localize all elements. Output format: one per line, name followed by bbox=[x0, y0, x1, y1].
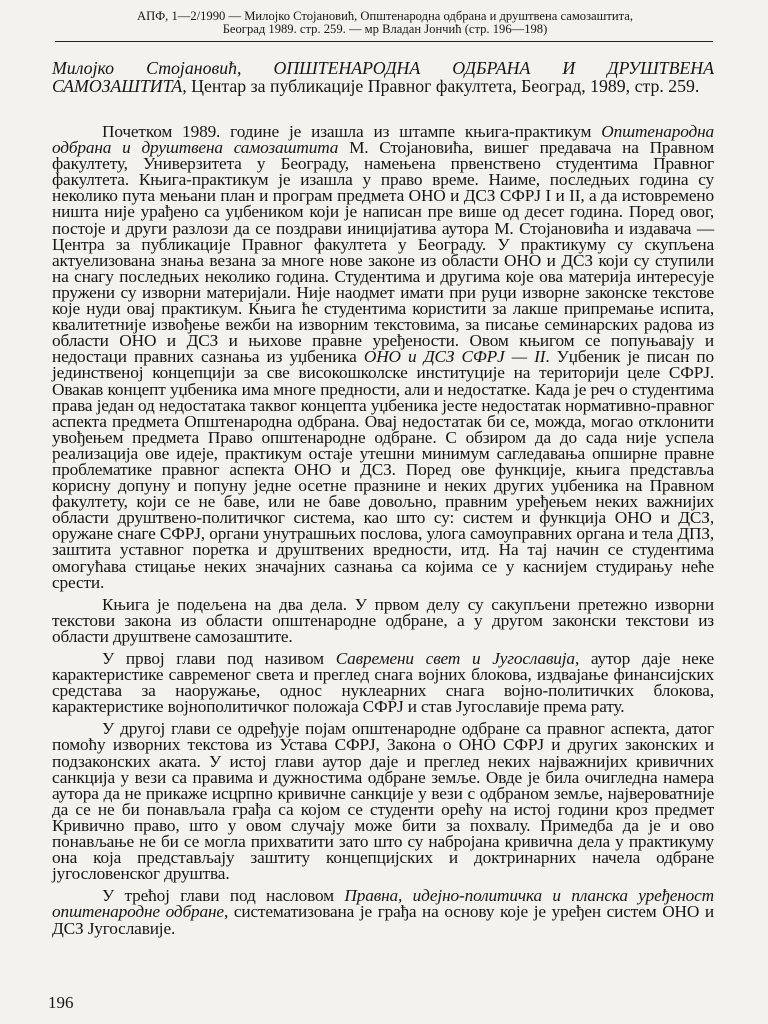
body-paragraph bbox=[52, 651, 714, 715]
review-book-title: ОПШТЕНАРОДНА ОДБРАНА И ДРУШТВЕНА САМОЗАШТИТА, bbox=[52, 58, 715, 96]
review-author: Милојко Стојановић, bbox=[52, 58, 242, 78]
running-header-line-1: АПФ, 1—2/1990 — Милојко Стојановић, Општенародна одбрана и друштвена самозаштита, bbox=[137, 9, 633, 23]
paragraph-text: М. Стојановића, вишег предавача на Правном факултету, Универзитета у Београду, намењена првенствено студентима Правног факултета. Књига-практикум је изашла у право време. Наиме, последњих година су неколико пута мењани план и програм предмета ОНО и ДСЗ СФРЈ I и II, а да истовремено ништа није урађено са уџбеником који је написан пре више од десет година. Поред овог, постоје и други разлози да се поздрави иницијатива аутора М. Стојановића и издавача — Центра за публикације Правног факултета у Београду. У практикуму су скупљена актуелизована знања везана за многе нове законе из области ОНО и ДСЗ који су ступили на снагу последњих неколико година. Студентима и другима које ова материја интересује пружени су изворни материјали. Није наодмет имати при руци изворне законске текстове које нуди овај практикум. Књига ће студентима користити за лакше припремање испита, квалитетније извођење вежби на изворним текстовима, за писање семинарских радова из области ОНО и ДСЗ и њихове правне уређености. Овом књигом се попуњавају и недостаци правних сазнања из уџбеника bbox=[52, 138, 714, 367]
italic-title-reference: ОНО и ДСЗ СФРЈ — II bbox=[363, 347, 546, 367]
paragraph-text: У првој глави под називом bbox=[102, 649, 336, 668]
body-paragraph bbox=[52, 594, 714, 646]
italic-title-reference: Савремени свет и Југославија bbox=[335, 649, 575, 668]
review-publisher: Центар за публикације Правног факултета, Београд, 1989, стр. 259. bbox=[191, 75, 700, 96]
body-paragraph bbox=[52, 721, 714, 882]
paragraph-text: У трећој глави под насловом bbox=[102, 886, 345, 906]
paragraph-text: , систематизована је грађа на основу које је уређен систем ОНО и ДСЗ Југославије. bbox=[52, 902, 714, 938]
paragraph-text: Почетком 1989. године је изашла из штампе књига-практикум bbox=[102, 122, 602, 141]
italic-title-reference: Општенародна одбрана и друштвена самозаштита bbox=[52, 122, 714, 158]
body-paragraph bbox=[52, 124, 714, 591]
page-number: 196 bbox=[48, 993, 74, 1012]
paragraph-text: . Уџбеник је писан по јединственој концепцији за све високошколске институције на територији целе СФРЈ. Овакав концепт уџбеника има многе предности, али и недостатке. Када је реч о студентима права један од недостатака таквог концепта уџбеника јесте недостатак нормативно-правног аспекта предмета Општенародна одбрана. Овај недостатак би се, можда, могао отклонити увођењем предмета Право општенародне одбране. С обзиром да до сада није успела реализација ове идеје, практикум остаје утешни минимум сагледавања опширне правне проблематике правног аспекта ОНО и ДСЗ. Поред ове функције, књига представља корисну допуну и попуну једне осетне празнине и неких других уџбеника на Правном факултету, који се не баве, или не баве довољно, правним уређењем неких важнијих области друштвено-политичког система, као што су: систем и функција ОНО и ДСЗ, оружане снаге СФРЈ, органи унутрашњих послова, улога самоуправних органа и тела ДПЗ, заштита уставног поретка и друштвених вредности, итд. На тај начин се студентима омогућава стицање неких значајних сазнања са којима се у каснијем студирању неће срести. bbox=[52, 347, 715, 592]
paragraph-text: Књига је подељена на два дела. У првом делу су сакупљени претежно изворни текстови закона из области општенародне одбране, а у другом законски текстови из области друштвене самозаштите. bbox=[52, 594, 714, 646]
review-heading bbox=[52, 60, 714, 95]
paragraph-text: , аутор даје неке карактеристике савременог света и преглед снага војних блокова, издвајање финансијских средстава за наоружање, однос нуклеарних снага војно-политичких блокова, карактеристике војнополитичког положаја СФРЈ и став Југославије према рату. bbox=[52, 649, 714, 717]
article-body bbox=[52, 124, 714, 943]
running-header bbox=[55, 10, 715, 36]
running-header-line-2: Београд 1989. стр. 259. — мр Владан Јончић (стр. 196—198) bbox=[222, 22, 548, 36]
body-paragraph bbox=[52, 888, 714, 936]
italic-title-reference: Правна, идејно-политичка и планска уређеност општенародне одбране bbox=[52, 886, 715, 922]
header-divider bbox=[55, 41, 713, 42]
paragraph-text: У другој глави се одређује појам општенародне одбране са правног аспекта, датог помоћу изворних текстова из Устава СФРЈ, Закона о ОНО СФРЈ и других законских и подзаконских аката. У истој глави аутор даје и преглед неких најважнијих кривичних санкција у вези са правима и дужностима одбране земље. Овде је била очигледна намера аутора да не прикаже исцрпно кривичне санкције у вези с одбраном земље, највероватније да се не би понављала грађа са којом се студенти орећу на истој години кроз предмет Кривично право, што у овом случају може бити за похвалу. Примедба да је и ово понављање не би се могла прихватити зато што су набројана кривична дела у практикуму она која представљају заштиту концепцијских и доктринарних начела одбране југословенског друштва. bbox=[52, 719, 714, 884]
